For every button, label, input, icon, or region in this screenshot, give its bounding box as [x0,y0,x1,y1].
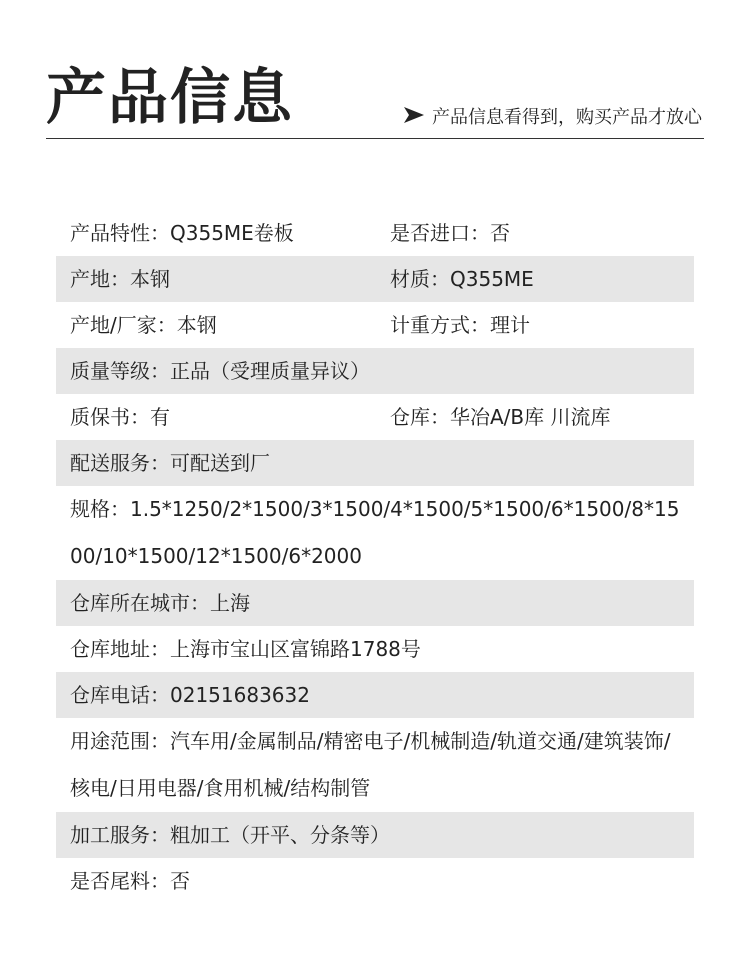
table-row [56,440,694,486]
table-row [56,486,694,580]
table-cell: 用途范围：汽车用/金属制品/精密电子/机械制造/轨道交通/建筑装饰/核电/日用电器/食用机械/结构制管 [70,729,671,800]
table-row [56,858,694,904]
table-cell: 质保书：有 [70,405,170,429]
table-cell: 质量等级：正品（受理质量异议） [70,359,370,383]
table-row [56,256,694,302]
table-cell: 仓库所在城市：上海 [70,591,250,615]
table-cell: 仓库电话：02151683632 [70,683,310,707]
table-row [56,580,694,626]
table-row [56,626,694,672]
table-row [56,210,694,256]
tagline [404,104,702,132]
table-cell: 是否进口：否 [390,221,510,245]
table-row [56,672,694,718]
table-cell: 产地：本钢 [70,267,170,291]
table-row [56,394,694,440]
table-row [56,348,694,394]
table-row [56,812,694,858]
table-cell: 配送服务：可配送到厂 [70,451,270,475]
table-cell: 是否尾料：否 [70,869,190,893]
table-cell: 材质：Q355ME [390,267,534,291]
table-cell: 计重方式：理计 [390,313,530,337]
table-row [56,718,694,812]
table-cell: 加工服务：粗加工（开平、分条等） [70,823,390,847]
header-divider [46,138,704,139]
page-title: 产品信息 [46,63,294,133]
table-cell: 产地/厂家：本钢 [70,313,217,337]
table-row [56,302,694,348]
product-info-table [56,210,694,904]
tagline-text: 产品信息看得到，购买产品才放心 [432,107,702,128]
table-cell: 规格：1.5*1250/2*1500/3*1500/4*1500/5*1500/6*1500/8*1500/10*1500/12*1500/6*2000 [70,497,680,568]
table-cell: 仓库地址：上海市宝山区富锦路1788号 [70,637,421,661]
table-cell: 产品特性：Q355ME卷板 [70,221,294,245]
arrow-right-icon [404,104,424,132]
table-cell: 仓库：华冶A/B库 川流库 [390,405,611,429]
